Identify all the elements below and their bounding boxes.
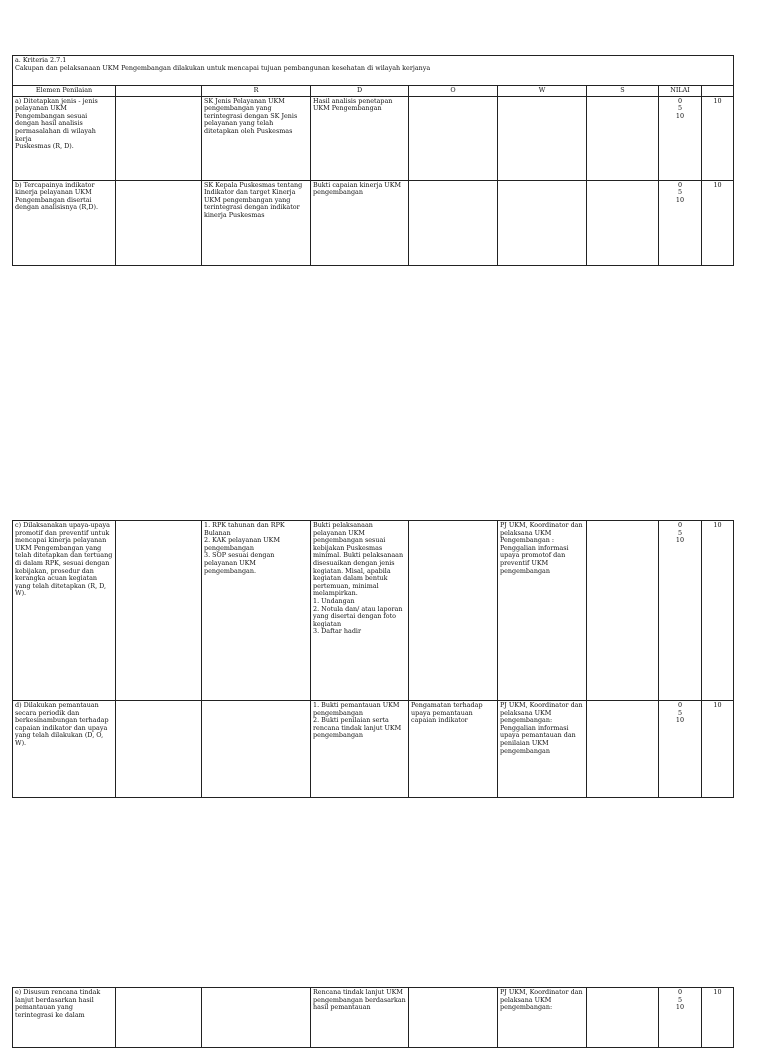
s-cell: [587, 180, 659, 265]
elemen-cell: d) Dilakukan pemantauan secara periodik dan berkesinambungan terhadap capaian indikator dan upaya yang telah dilakukan (D, O, W).: [13, 701, 116, 798]
max-score-cell: 10: [702, 521, 734, 701]
w-cell: [498, 96, 587, 180]
table-row-b: [13, 180, 734, 265]
d-cell: Rencana tindak lanjut UKM pengembangan berdasarkan hasil pemantauan: [311, 988, 409, 1048]
o-cell: [409, 180, 498, 265]
col-header-o: O: [409, 86, 498, 97]
col-header-nilai: NILAI: [659, 86, 702, 97]
kriteria-statement: Cakupan dan pelaksanaan UKM Pengembangan dilakukan untuk mencapai tujuan pembangunan kesehatan di wilayah kerjanya: [15, 63, 431, 72]
nilai-cell: 0 5 10: [659, 180, 702, 265]
max-score-cell: 10: [702, 96, 734, 180]
d-cell: Bukti pelaksanaan pelayanan UKM pengembangan sesuai kebijakan Puskesmas minimal. Bukti pelaksanaan disesuaikan dengan jenis kegiatan. Misal, apabila kegiatan dalam bentuk pertemuan, minimal melampirkan. 1. Undangan 2. Notula dan/ atau laporan yang disertai dengan foto kegiatan 3. Daftar hadir: [311, 521, 409, 701]
table-row-e: [13, 988, 734, 1048]
assessment-table-page-2: [12, 520, 734, 798]
nilai-cell: 0 5 10: [659, 988, 702, 1048]
blank-cell: [116, 96, 202, 180]
o-cell: [409, 96, 498, 180]
s-cell: [587, 701, 659, 798]
d-cell: Hasil analisis penetapan UKM Pengembangan: [311, 96, 409, 180]
s-cell: [587, 96, 659, 180]
col-header-r: R: [202, 86, 311, 97]
col-header-d: D: [311, 86, 409, 97]
d-cell: Bukti capaian kinerja UKM pengembangan: [311, 180, 409, 265]
nilai-cell: 0 5 10: [659, 521, 702, 701]
col-header-max: [702, 86, 734, 97]
r-cell: SK Jenis Pelayanan UKM pengembangan yang terintegrasi dengan SK Jenis pelayanan yang telah ditetapkan oleh Puskesmas: [202, 96, 311, 180]
nilai-cell: 0 5 10: [659, 96, 702, 180]
r-cell: SK Kepala Puskesmas tentang Indikator dan target Kinerja UKM pengembangan yang terintegrasi dengan indikator kinerja Puskesmas: [202, 180, 311, 265]
column-header-row: [13, 86, 734, 97]
r-cell: [202, 988, 311, 1048]
kriteria-cell: [13, 56, 734, 86]
col-header-w: W: [498, 86, 587, 97]
w-cell: PJ UKM, Koordinator dan pelaksana UKM Pengembangan : Penggalian informasi upaya promotof dan preventif UKM pengembangan: [498, 521, 587, 701]
nilai-cell: 0 5 10: [659, 701, 702, 798]
o-cell: [409, 521, 498, 701]
r-cell: [202, 701, 311, 798]
table-row-d: [13, 701, 734, 798]
elemen-cell: b) Tercapainya indikator kinerja pelayanan UKM Pengembangan disertai dengan analisisnya (R,D).: [13, 180, 116, 265]
elemen-cell: c) Dilaksanakan upaya-upaya promotif dan preventif untuk mencapai kinerja pelayanan UKM Pengembangan yang telah ditetapkan dan tertuang di dalam RPK, sesuai dengan kebijakan, prosedur dan kerangka acuan kegiatan yang telah ditetapkan (R, D, W).: [13, 521, 116, 701]
blank-cell: [116, 988, 202, 1048]
elemen-cell: e) Disusun rencana tindak lanjut berdasarkan hasil pemantauan yang terintegrasi ke dalam: [13, 988, 116, 1048]
table-row-c: [13, 521, 734, 701]
max-score-cell: 10: [702, 180, 734, 265]
blank-cell: [116, 180, 202, 265]
w-cell: PJ UKM, Koordinator dan pelaksana UKM pengembangan:: [498, 988, 587, 1048]
s-cell: [587, 521, 659, 701]
kriteria-number: a. Kriteria 2.7.1: [15, 56, 67, 64]
blank-cell: [116, 521, 202, 701]
d-cell: 1. Bukti pemantauan UKM pengembangan 2. Bukti penilaian serta rencana tindak lanjut UKM pengembangan: [311, 701, 409, 798]
w-cell: PJ UKM, Koordinator dan pelaksana UKM pengembangan: Penggalian informasi upaya pemantauan dan penilaian UKM pengembangan: [498, 701, 587, 798]
col-header-blank: [116, 86, 202, 97]
r-cell: 1. RPK tahunan dan RPK Bulanan 2. KAK pelayanan UKM pengembangan 3. SOP sesuai dengan pelayanan UKM pengembangan.: [202, 521, 311, 701]
max-score-cell: 10: [702, 701, 734, 798]
s-cell: [587, 988, 659, 1048]
o-cell: Pengamatan terhadap upaya pemantauan capaian indikator: [409, 701, 498, 798]
kriteria-row: [13, 56, 734, 86]
col-header-s: S: [587, 86, 659, 97]
elemen-cell: a) Ditetapkan jenis - jenis pelayanan UKM Pengembangan sesuai dengan hasil analisis permasalahan di wilayah kerja Puskesmas (R, D).: [13, 96, 116, 180]
assessment-table-page-3: [12, 987, 734, 1048]
assessment-table-page-1: [12, 55, 734, 266]
table-row-a: [13, 96, 734, 180]
o-cell: [409, 988, 498, 1048]
col-header-elemen: Elemen Penilaian: [13, 86, 116, 97]
w-cell: [498, 180, 587, 265]
max-score-cell: 10: [702, 988, 734, 1048]
blank-cell: [116, 701, 202, 798]
